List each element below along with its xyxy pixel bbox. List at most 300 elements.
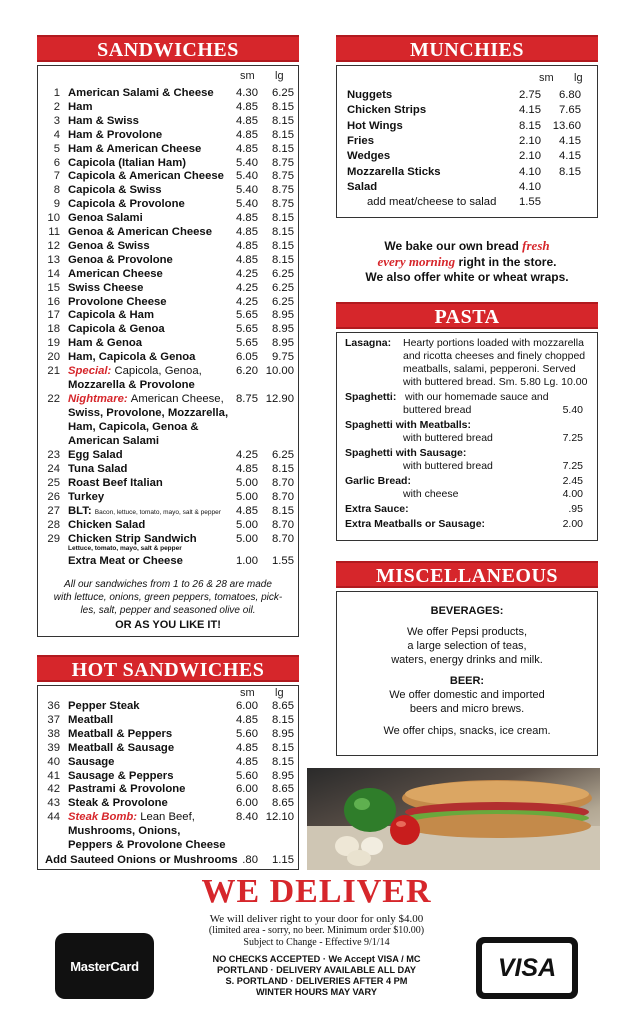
- price-sm: 5.00: [236, 477, 258, 489]
- menu-row: [38, 225, 298, 239]
- item-number: 26: [47, 491, 60, 503]
- price-lg: 8.75: [272, 184, 294, 197]
- price-lg: 8.15: [272, 226, 294, 238]
- steak-bomb-label: Steak Bomb:: [68, 811, 138, 823]
- menu-row: [38, 308, 298, 322]
- hot-sandwiches-panel: [37, 685, 299, 870]
- munchies-row: [347, 195, 587, 210]
- price-sm: 4.85: [236, 253, 258, 266]
- price-sm: 4.25: [236, 449, 258, 461]
- nightmare-desc-row: [38, 406, 298, 420]
- item-name: Salad: [347, 180, 378, 193]
- item-number: 25: [47, 477, 60, 489]
- price-sm: 4.85: [236, 239, 258, 252]
- price-lg: 7.65: [559, 104, 581, 117]
- item-name: Ham & Swiss: [68, 114, 139, 127]
- nightmare-label: Nightmare:: [68, 393, 128, 405]
- menu-row: [38, 796, 298, 810]
- sandwich-blt-row: [38, 504, 298, 518]
- item-number: 41: [47, 769, 60, 782]
- nightmare-desc-3: Ham, Capicola, Genoa &: [68, 421, 199, 433]
- item-number: 1: [53, 87, 60, 99]
- mastercard-text: MasterCard: [70, 958, 139, 974]
- price-lg: 8.95: [272, 727, 294, 740]
- menu-row: [38, 128, 298, 142]
- menu-row: [38, 183, 298, 197]
- item-name: Ham, Capicola & Genoa: [68, 351, 196, 364]
- sandwiches-banner: SANDWICHES: [37, 35, 299, 62]
- item-number: 37: [47, 713, 60, 726]
- steak-bomb-row: [38, 810, 298, 824]
- price-sm: 4.85: [236, 100, 258, 113]
- item-name: Genoa Salami: [68, 212, 143, 225]
- price-sm: 4.30: [236, 87, 258, 99]
- item-number: 19: [47, 337, 60, 350]
- note-bold: OR AS YOU LIKE IT!: [115, 619, 221, 631]
- munchies-row: [347, 103, 587, 118]
- item-name: Ham: [68, 100, 93, 113]
- blt-name: BLT:: [68, 505, 92, 517]
- item-name: add meat/cheese to salad: [367, 196, 497, 209]
- price-sm: 5.40: [236, 198, 258, 211]
- item-number: 17: [47, 309, 60, 322]
- price-lg: 8.15: [272, 713, 294, 726]
- garlic-cheese-desc: with cheese: [403, 488, 459, 500]
- price-lg: 6.25: [272, 87, 294, 99]
- hot-sandwiches-banner: HOT SANDWICHES: [37, 655, 299, 682]
- steak-bomb-desc: Lean Beef,: [140, 811, 195, 823]
- item-name: Extra Meat or Cheese: [68, 555, 183, 567]
- steak-bomb-desc-2: Mushrooms, Onions,: [68, 825, 181, 837]
- price-lg: 12.90: [265, 393, 294, 405]
- price-lg: 8.15: [272, 239, 294, 252]
- price-lg: 6.25: [272, 281, 294, 294]
- price-lg: 8.15: [272, 253, 294, 266]
- price-lg: 1.15: [272, 854, 294, 866]
- note-line: All our sandwiches from 1 to 26 & 28 are made: [64, 579, 272, 590]
- sandwich-nightmare-row: [38, 392, 298, 406]
- sandwich-illustration: [307, 768, 600, 870]
- item-number: 27: [47, 505, 60, 517]
- item-name: Sausage & Peppers: [68, 769, 174, 782]
- price-lg: 12.10: [265, 811, 294, 823]
- menu-row: [38, 448, 298, 462]
- price-sm: 5.00: [236, 491, 258, 503]
- item-number: 7: [53, 170, 60, 183]
- item-name: Tuna Salad: [68, 463, 128, 475]
- special-desc-row: [38, 378, 298, 392]
- lasagna-label: Lasagna:: [345, 337, 392, 349]
- chicken-strip-detail: Lettuce, tomato, mayo, salt & pepper: [68, 545, 182, 552]
- item-name: Ham & Genoa: [68, 337, 143, 350]
- price-lg: 8.15: [272, 212, 294, 225]
- price-sm: 5.65: [236, 323, 258, 336]
- price-sm: 6.20: [236, 365, 258, 377]
- price-lg: 6.25: [272, 295, 294, 308]
- steak-bomb-desc-row: [38, 838, 298, 852]
- item-number: 22: [47, 393, 60, 405]
- item-name: Chicken Salad: [68, 519, 146, 531]
- price-sm: 4.85: [236, 212, 258, 225]
- item-number: 9: [53, 198, 60, 211]
- item-number: 28: [47, 519, 60, 531]
- price-lg: 8.70: [272, 477, 294, 489]
- price-sm: 2.10: [519, 150, 541, 163]
- meatballs-desc: with buttered bread: [403, 432, 493, 444]
- note-line: with lettuce, onions, green peppers, tomatoes, pick-: [53, 592, 283, 603]
- lasagna-desc: and ricotta cheeses and finely chopped: [403, 350, 586, 362]
- menu-row: [38, 727, 298, 741]
- item-number: 29: [47, 533, 60, 545]
- spaghetti-desc: buttered bread: [403, 404, 472, 416]
- deliver-bold-4: WINTER HOURS MAY VARY: [256, 987, 377, 997]
- item-number: 21: [47, 365, 60, 377]
- sandwiches-panel: [37, 65, 299, 637]
- price-sm: 5.40: [236, 170, 258, 183]
- price-lg: 8.65: [272, 797, 294, 810]
- extra-label: Extra Meatballs or Sausage:: [345, 518, 486, 530]
- deliver-line-2: (limited area - sorry, no beer. Minimum order $10.00): [208, 925, 425, 936]
- price-lg: 8.95: [272, 309, 294, 322]
- price-sm: 4.85: [236, 755, 258, 768]
- menu-row: [38, 350, 298, 364]
- visa-logo: [476, 937, 578, 999]
- price-sm: 2.75: [519, 89, 541, 101]
- price-lg: 8.65: [272, 783, 294, 796]
- chicken-strip-detail-row: [38, 544, 298, 553]
- bread-line-1: We bake our own bread: [384, 239, 523, 253]
- item-name: Ham & American Cheese: [68, 142, 202, 155]
- price-sm: 4.85: [236, 128, 258, 141]
- item-name: Swiss Cheese: [68, 281, 144, 294]
- item-name: Wedges: [347, 150, 391, 163]
- nightmare-desc: American Cheese,: [130, 393, 224, 405]
- menu-row: [38, 741, 298, 755]
- price-lg: 13.60: [552, 119, 581, 132]
- price-sm: 5.40: [236, 156, 258, 169]
- price-sm: 5.00: [236, 519, 258, 531]
- beer-line: We offer domestic and imported: [389, 689, 545, 701]
- price-lg: 8.15: [272, 463, 294, 475]
- price-lg: 4.15: [559, 150, 581, 163]
- beverages-line: We offer Pepsi products,: [406, 626, 528, 638]
- item-number: 6: [53, 156, 60, 169]
- price-lg: 8.95: [272, 337, 294, 350]
- item-name: Nuggets: [347, 89, 393, 101]
- price-sm: 4.85: [236, 463, 258, 475]
- spaghetti-price: 5.40: [562, 404, 583, 416]
- sm-header: sm: [240, 70, 255, 82]
- item-number: 11: [48, 226, 60, 238]
- item-name: Capicola (Italian Ham): [68, 156, 187, 169]
- price-sm: 6.00: [236, 797, 258, 810]
- price-lg: 1.55: [272, 555, 294, 567]
- item-number: 39: [47, 741, 60, 754]
- item-name: Hot Wings: [347, 119, 403, 132]
- steak-bomb-desc-3: Peppers & Provolone Cheese: [68, 839, 226, 851]
- sandwich-photo: [307, 768, 600, 870]
- item-name: Pepper Steak: [68, 700, 140, 712]
- item-number: 18: [47, 323, 60, 336]
- munchies-row: [347, 119, 587, 134]
- chips-line: We offer chips, snacks, ice cream.: [383, 725, 551, 737]
- pasta-banner: PASTA: [336, 302, 598, 329]
- sausage-label: Spaghetti with Sausage:: [345, 447, 467, 459]
- item-number: 10: [47, 212, 60, 225]
- item-name: Sausage: [68, 755, 115, 768]
- price-lg: 6.80: [559, 89, 581, 101]
- item-number: 40: [47, 755, 60, 768]
- steak-bomb-desc-row: [38, 824, 298, 838]
- garlic-price: 2.45: [562, 475, 583, 487]
- item-name: American Cheese: [68, 267, 163, 280]
- item-number: 14: [47, 267, 60, 280]
- item-number: 38: [47, 727, 60, 740]
- mastercard-logo: [55, 933, 154, 999]
- item-name: Meatball & Peppers: [68, 727, 173, 740]
- menu-row: [38, 197, 298, 211]
- item-number: 44: [47, 811, 60, 823]
- price-sm: 5.60: [236, 727, 258, 740]
- menu-row: [38, 322, 298, 336]
- menu-row: [38, 713, 298, 727]
- item-name: Egg Salad: [68, 449, 123, 461]
- price-sm: 5.65: [236, 309, 258, 322]
- item-number: 16: [47, 295, 60, 308]
- menu-row: [38, 476, 298, 490]
- sauce-price: .95: [568, 503, 583, 515]
- note-line: les, salt, pepper and seasoned olive oil.: [80, 605, 256, 616]
- price-sm: 8.75: [236, 393, 258, 405]
- item-name: Chicken Strip Sandwich: [68, 533, 197, 545]
- sm-header: sm: [240, 687, 255, 699]
- sandwich-chicken-salad-row: [38, 518, 298, 532]
- price-sm: 6.00: [236, 700, 258, 712]
- we-deliver-title: WE DELIVER: [201, 873, 432, 910]
- item-name: Capicola & Provolone: [68, 198, 185, 211]
- deliver-bold-2: PORTLAND · DELIVERY AVAILABLE ALL DAY: [216, 965, 417, 975]
- menu-row: [38, 114, 298, 128]
- special-desc-2: Mozzarella & Provolone: [68, 379, 195, 391]
- lasagna-desc: with buttered bread. Sm. 5.80 Lg. 10.00: [403, 376, 588, 388]
- munchies-panel: [336, 65, 598, 218]
- item-name: Steak & Provolone: [68, 797, 168, 810]
- item-name: Genoa & American Cheese: [68, 226, 212, 238]
- menu-row: [38, 239, 298, 253]
- price-sm: 8.15: [519, 119, 541, 132]
- menu-row: [38, 211, 298, 225]
- item-number: 43: [47, 797, 60, 810]
- item-name: Pastrami & Provolone: [68, 783, 186, 796]
- price-lg: 8.15: [272, 755, 294, 768]
- munchies-row: [347, 88, 587, 103]
- price-lg: 4.15: [559, 134, 581, 147]
- bread-line-2: right in the store.: [455, 255, 557, 269]
- beer-line: beers and micro brews.: [409, 703, 525, 715]
- misc-banner: MISCELLANEOUS: [336, 561, 598, 588]
- special-desc: Capicola, Genoa,: [114, 365, 202, 377]
- item-number: 3: [53, 114, 60, 127]
- item-number: 12: [47, 239, 60, 252]
- price-lg: 6.25: [272, 267, 294, 280]
- sausage-desc: with buttered bread: [403, 460, 493, 472]
- price-sm: 6.05: [236, 351, 258, 364]
- price-sm: 5.60: [236, 769, 258, 782]
- bread-line-3: We also offer white or wheat wraps.: [365, 270, 569, 284]
- menu-row: [38, 755, 298, 769]
- extra-meat-row: [38, 554, 298, 568]
- item-name: American Salami & Cheese: [68, 87, 214, 99]
- item-number: 23: [47, 449, 60, 461]
- garlic-label: Garlic Bread:: [345, 475, 411, 487]
- item-name: Provolone Cheese: [68, 295, 167, 308]
- bread-text: [330, 238, 604, 285]
- item-name: Fries: [347, 134, 375, 147]
- item-name: Meatball: [68, 713, 114, 726]
- menu-row: [38, 699, 298, 713]
- beer-heading: BEER:: [449, 675, 485, 687]
- garlic-cheese-price: 4.00: [562, 488, 583, 500]
- price-sm: 4.85: [236, 226, 258, 238]
- addon-row: [38, 853, 298, 867]
- price-sm: 4.10: [519, 180, 541, 193]
- visa-text: VISA: [497, 953, 557, 982]
- item-name: Genoa & Swiss: [68, 239, 150, 252]
- price-sm: 4.15: [519, 104, 541, 117]
- meatballs-price: 7.25: [562, 432, 583, 444]
- deliver-bold-3: S. PORTLAND · DELIVERIES AFTER 4 PM: [225, 976, 408, 986]
- beverages-heading: BEVERAGES:: [430, 605, 504, 617]
- price-sm: 5.40: [236, 184, 258, 197]
- price-lg: 8.15: [272, 142, 294, 155]
- nightmare-desc-row: [38, 434, 298, 448]
- bread-every-morning: every morning: [377, 254, 456, 269]
- price-lg: 8.15: [272, 128, 294, 141]
- price-lg: 8.95: [272, 769, 294, 782]
- price-sm: 4.25: [236, 267, 258, 280]
- menu-row: [38, 490, 298, 504]
- price-lg: 8.15: [272, 505, 294, 517]
- item-number: 13: [47, 253, 60, 266]
- menu-row: [38, 169, 298, 183]
- beverages-line: a large selection of teas,: [407, 640, 527, 652]
- special-label: Special:: [68, 365, 112, 377]
- menu-row: [38, 156, 298, 170]
- price-sm: 5.65: [236, 337, 258, 350]
- price-lg: 8.15: [272, 114, 294, 127]
- nightmare-desc-4: American Salami: [68, 435, 160, 447]
- price-lg: 8.75: [272, 198, 294, 211]
- deliver-bold-1: NO CHECKS ACCEPTED · We Accept VISA / MC: [212, 954, 421, 964]
- lg-header: lg: [275, 687, 284, 699]
- sm-header: sm: [539, 72, 554, 84]
- price-sm: 1.55: [519, 196, 541, 209]
- pasta-panel: [336, 332, 598, 541]
- menu-row: [38, 769, 298, 783]
- price-sm: 4.85: [236, 741, 258, 754]
- price-lg: 8.70: [272, 491, 294, 503]
- price-lg: 6.25: [272, 449, 294, 461]
- menu-row: [38, 267, 298, 281]
- sandwich-note: [42, 578, 294, 632]
- deliver-line-3: Subject to Change - Effective 9/1/14: [243, 937, 390, 948]
- spaghetti-label: Spaghetti:: [345, 391, 397, 403]
- price-sm: 6.00: [236, 783, 258, 796]
- munchies-banner: MUNCHIES: [336, 35, 598, 62]
- price-lg: 8.70: [272, 533, 294, 545]
- munchies-row: [347, 165, 587, 180]
- item-number: 42: [47, 783, 60, 796]
- lg-header: lg: [574, 72, 583, 84]
- menu-row: [38, 253, 298, 267]
- lg-header: lg: [275, 70, 284, 82]
- price-sm: 4.85: [236, 114, 258, 127]
- beverages-line: waters, energy drinks and milk.: [391, 654, 543, 666]
- item-number: 2: [53, 100, 60, 113]
- lasagna-desc: meatballs, salami, pepperoni. Served: [403, 363, 576, 375]
- item-number: 15: [47, 281, 60, 294]
- price-lg: 9.75: [272, 351, 294, 364]
- sauce-label: Extra Sauce:: [345, 503, 409, 515]
- item-name: Mozzarella Sticks: [347, 165, 441, 178]
- nightmare-desc-row: [38, 420, 298, 434]
- item-number: 24: [47, 463, 60, 475]
- price-lg: 8.65: [272, 700, 294, 712]
- price-sm: 4.85: [236, 142, 258, 155]
- menu-row: [38, 281, 298, 295]
- meatballs-label: Spaghetti with Meatballs:: [345, 419, 472, 431]
- munchies-row: [347, 180, 587, 195]
- price-sm: 4.25: [236, 295, 258, 308]
- item-name: Turkey: [68, 491, 105, 503]
- blt-detail: Bacon, lettuce, tomato, mayo, salt & pepper: [94, 509, 221, 516]
- menu-row: [38, 100, 298, 114]
- item-name: Capicola & Genoa: [68, 323, 165, 336]
- menu-row: [38, 336, 298, 350]
- munchies-row: [347, 134, 587, 149]
- item-name: Roast Beef Italian: [68, 477, 163, 489]
- item-number: 36: [47, 700, 60, 712]
- menu-row: [38, 142, 298, 156]
- price-sm: 5.00: [236, 533, 258, 545]
- menu-row: [38, 462, 298, 476]
- menu-row: [38, 782, 298, 796]
- deliver-line-1: We will deliver right to your door for only $4.00: [209, 913, 424, 925]
- bread-fresh: fresh: [522, 238, 550, 253]
- price-lg: 8.75: [272, 170, 294, 183]
- price-sm: 2.10: [519, 134, 541, 147]
- spaghetti-desc: with our homemade sauce and: [405, 391, 549, 403]
- price-sm: 4.85: [236, 713, 258, 726]
- item-name: Capicola & Ham: [68, 309, 155, 322]
- item-name: Add Sauteed Onions or Mushrooms: [45, 854, 238, 866]
- misc-panel: [336, 591, 598, 756]
- price-lg: 10.00: [265, 365, 294, 377]
- price-lg: 8.70: [272, 519, 294, 531]
- price-sm: 1.00: [236, 555, 258, 567]
- price-sm: 4.10: [519, 165, 541, 178]
- price-lg: 8.95: [272, 323, 294, 336]
- price-sm: 4.25: [236, 281, 258, 294]
- item-name: Genoa & Provolone: [68, 253, 173, 266]
- price-lg: 8.15: [559, 165, 581, 178]
- item-name: Chicken Strips: [347, 104, 427, 117]
- extra-price: 2.00: [562, 518, 583, 530]
- price-lg: 8.75: [272, 156, 294, 169]
- price-sm: 4.85: [236, 505, 258, 517]
- item-name: Meatball & Sausage: [68, 741, 175, 754]
- sandwich-special-row: [38, 364, 298, 378]
